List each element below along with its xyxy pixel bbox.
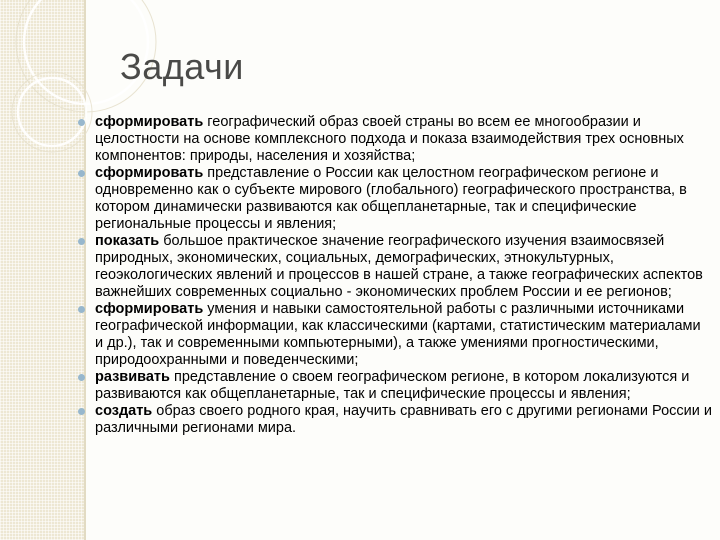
bullet-icon [78, 306, 85, 313]
task-keyword: сформировать [95, 301, 204, 317]
bullet-icon [78, 119, 85, 126]
task-item [77, 114, 712, 165]
task-list [77, 114, 712, 437]
task-text: большое практическое значение географического изучения взаимосвязей природных, экономических, социальных, демографических, этнокультурных, геоэкологических явлений и процессов в нашей стране, а также географических аспектов важнейших современных социально - экономических проблем России и ее регионов; [95, 233, 703, 300]
task-item [77, 301, 712, 369]
task-text: образ своего родного края, научить сравнивать его с другими регионами России и различными регионами мира. [95, 403, 712, 436]
task-text: географический образ своей страны во всем ее многообразии и целостности на основе комплексного подхода и показа взаимодействия трех основных компонентов: природы, населения и хозяйства; [95, 114, 684, 164]
task-keyword: развивать [95, 369, 170, 385]
task-item [77, 403, 712, 437]
bullet-icon [78, 170, 85, 177]
task-keyword: показать [95, 233, 160, 249]
task-keyword: создать [95, 403, 153, 419]
task-text: представление о России как целостном географическом регионе и одновременно как о субъекте мирового (глобального) географического пространства, в котором динамически развиваются как общепланетарные, так и специфические региональные процессы и явления; [95, 165, 687, 232]
task-keyword: сформировать [95, 165, 204, 181]
slide-title: Задачи [120, 46, 244, 87]
task-keyword: сформировать [95, 114, 204, 130]
task-item [77, 165, 712, 233]
bullet-icon [78, 238, 85, 245]
task-item [77, 233, 712, 301]
task-text: умения и навыки самостоятельной работы с различными источниками географической информации, как классическими (картами, статистическим материалами и др.), так и современными компьютерными), а также умениями прогностическими, природоохранными и поведенческими; [95, 301, 701, 368]
task-text: представление о своем географическом регионе, в котором локализуются и развиваются как общепланетарные, так и специфические процессы и явления; [95, 369, 690, 402]
task-item [77, 369, 712, 403]
bullet-icon [78, 374, 85, 381]
bullet-icon [78, 408, 85, 415]
